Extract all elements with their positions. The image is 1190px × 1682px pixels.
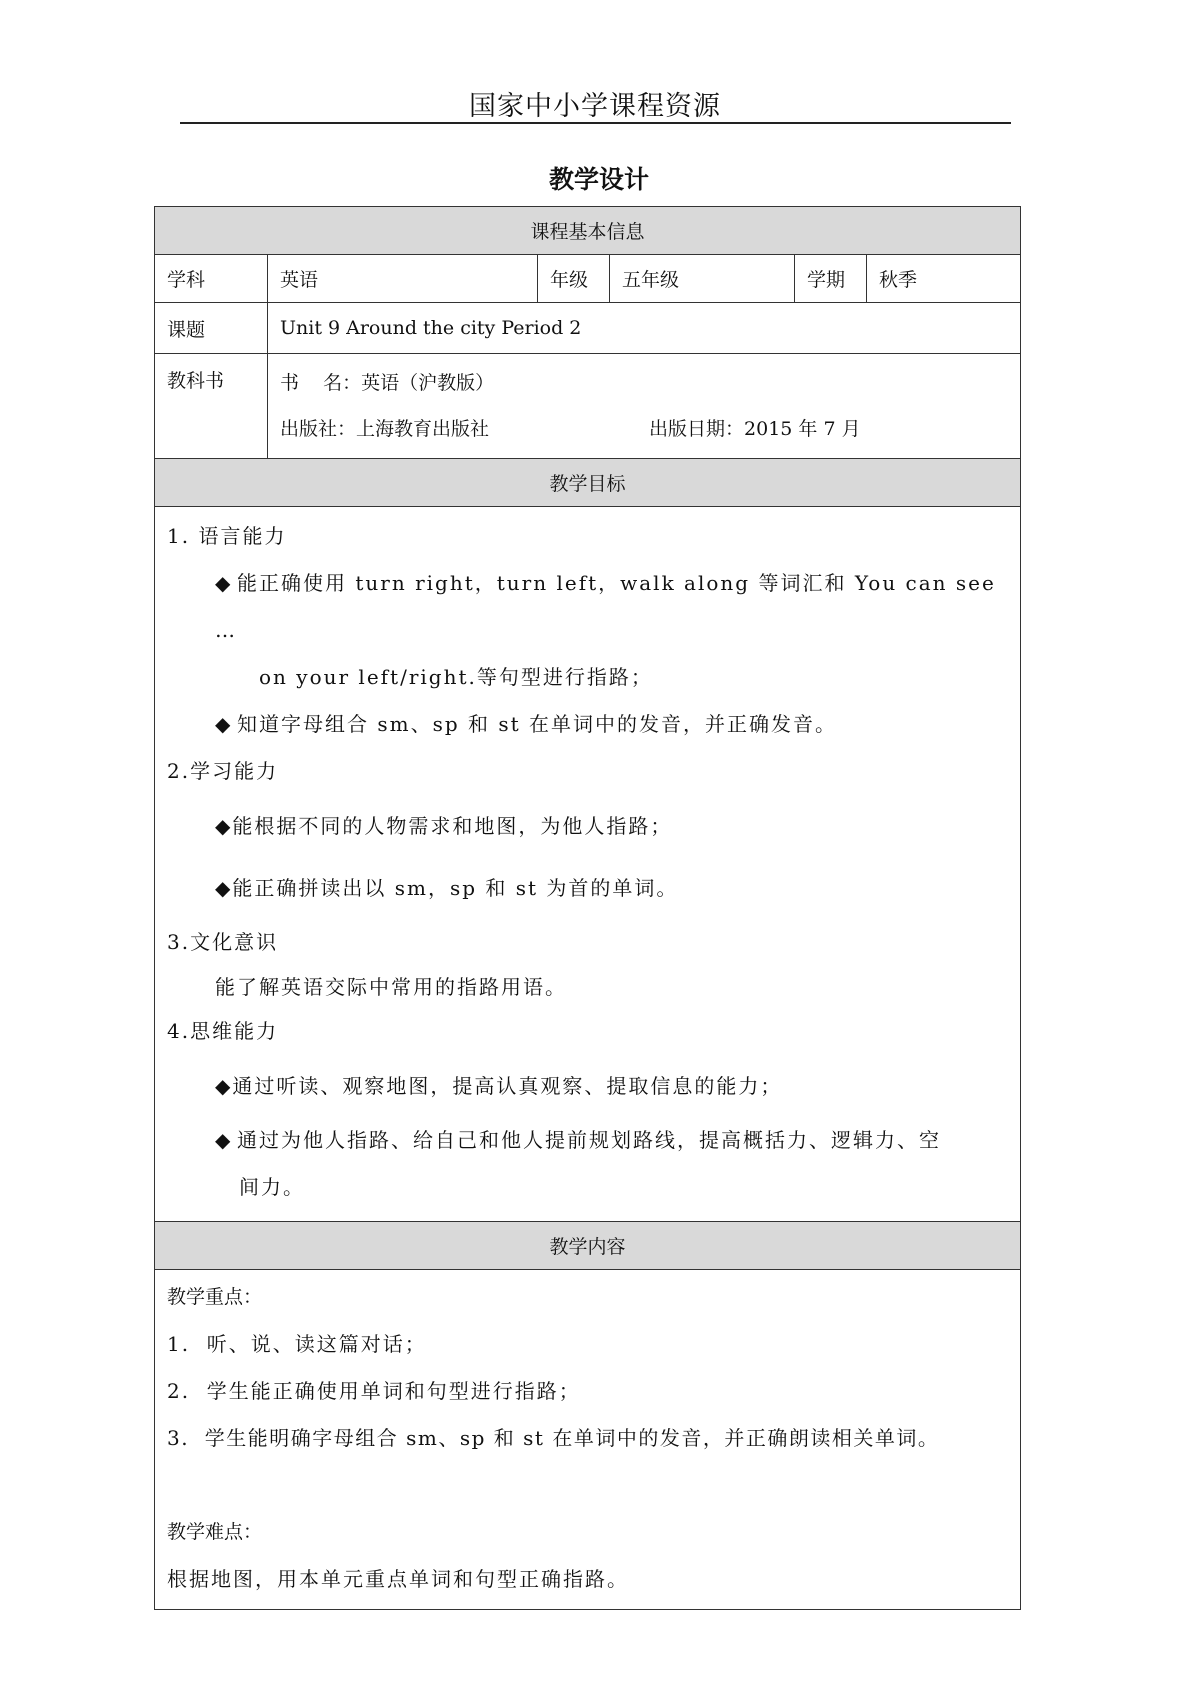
topic-value: Unit 9 Around the city Period 2 [268, 303, 1021, 354]
topic-label: 课题 [155, 303, 268, 354]
textbook-row [155, 354, 1021, 459]
subject-label: 学科 [155, 255, 268, 303]
goal-heading-learning: 2.学习能力 [167, 759, 279, 783]
goal-bullet [167, 1117, 1008, 1164]
section-basic-info: 课程基本信息 [155, 207, 1021, 255]
publisher-line [280, 406, 1008, 452]
key-point-item: 3. 学生能明确字母组合 sm、sp 和 st 在单词中的发音，并正确朗读相关单词。 [167, 1426, 940, 1450]
publisher: 出版社：上海教育出版社 [280, 418, 490, 440]
goal-text: 通过听读、观察地图，提高认真观察、提取信息的能力； [232, 1074, 783, 1098]
document-title [0, 160, 1190, 196]
basic-info-row [155, 255, 1021, 303]
diamond-bullet-icon: ◆ [215, 712, 233, 736]
diamond-bullet-icon: ◆ [215, 814, 233, 838]
goal-text: 能正确使用 turn right，turn left，walk along 等词汇和 You can see … [215, 571, 996, 642]
key-points-label: 教学重点： [167, 1286, 263, 1308]
goal-text-continued: on your left/right.等句型进行指路； [259, 665, 653, 689]
textbook-label: 教科书 [155, 354, 268, 459]
grade-value: 五年级 [610, 255, 795, 303]
goal-bullet [167, 560, 1008, 654]
header-divider [180, 122, 1011, 124]
goal-heading-language: 1. 语言能力 [167, 524, 287, 548]
publication-date: 出版日期：2015 年 7 月 [649, 418, 861, 440]
diamond-bullet-icon: ◆ [215, 1074, 233, 1098]
goal-text-continued: 间力。 [239, 1175, 305, 1199]
goal-text: 能了解英语交际中常用的指路用语。 [215, 975, 567, 999]
spacer [167, 1462, 1008, 1509]
textbook-info [268, 354, 1021, 459]
goal-text: 能根据不同的人物需求和地图，为他人指路； [232, 814, 673, 838]
goal-heading-thinking: 4.思维能力 [167, 1019, 279, 1043]
difficulty-label: 教学难点： [167, 1521, 263, 1543]
subject-value: 英语 [268, 255, 538, 303]
term-value: 秋季 [867, 255, 1021, 303]
header-title: 国家中小学课程资源 [469, 91, 721, 122]
goal-bullet [167, 1055, 1008, 1117]
key-point-item: 2. 学生能正确使用单词和句型进行指路； [167, 1379, 581, 1403]
diamond-bullet-icon: ◆ [215, 571, 233, 595]
goal-text: 通过为他人指路、给自己和他人提前规划路线，提高概括力、逻辑力、空 [237, 1128, 941, 1152]
goal-bullet [167, 795, 1008, 857]
teaching-content-body [155, 1270, 1021, 1610]
diamond-bullet-icon: ◆ [215, 1128, 233, 1152]
section-teaching-content: 教学内容 [155, 1222, 1021, 1270]
teaching-goals-body [155, 507, 1021, 1222]
grade-label: 年级 [538, 255, 610, 303]
section-teaching-goals: 教学目标 [155, 459, 1021, 507]
diamond-bullet-icon: ◆ [215, 876, 233, 900]
lesson-plan-table [154, 206, 1021, 1610]
difficulty-item: 根据地图，用本单元重点单词和句型正确指路。 [167, 1567, 629, 1591]
book-name: 书 名：英语（沪教版） [280, 372, 495, 394]
goal-heading-culture: 3.文化意识 [167, 930, 279, 954]
document-title-text: 教学设计 [548, 165, 649, 194]
topic-row [155, 303, 1021, 354]
key-point-item: 1. 听、说、读这篇对话； [167, 1332, 427, 1356]
term-label: 学期 [795, 255, 867, 303]
goal-text: 能正确拼读出以 sm，sp 和 st 为首的单词。 [232, 876, 679, 900]
goal-bullet [167, 857, 1008, 919]
goal-bullet [167, 701, 1008, 748]
goal-text: 知道字母组合 sm、sp 和 st 在单词中的发音，并正确发音。 [237, 712, 838, 736]
